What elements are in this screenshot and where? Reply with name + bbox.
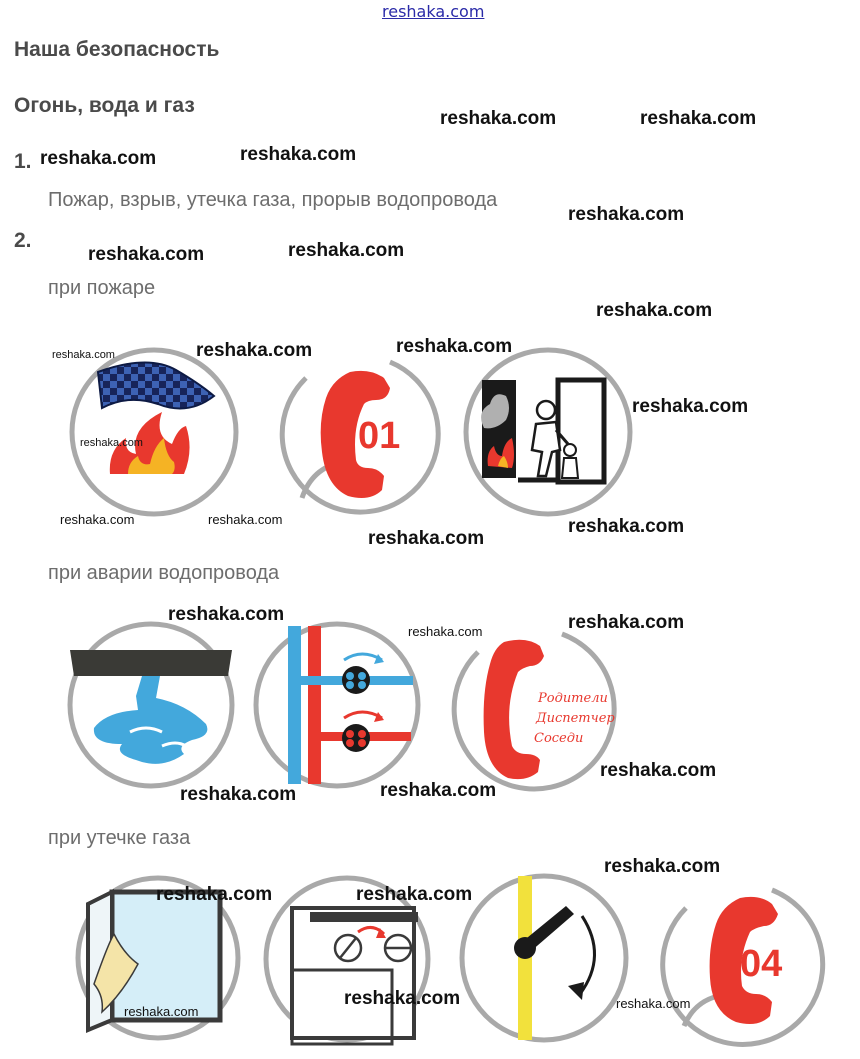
watermark: reshaka.com	[344, 988, 461, 1009]
phone-contacts-icon	[446, 622, 618, 794]
watermark: reshaka.com	[40, 148, 157, 169]
section-fire-label: при пожаре	[48, 277, 156, 299]
close-valves-icon	[252, 620, 422, 790]
phone-01-number: 01	[358, 415, 401, 457]
question-2-number: 2.	[14, 229, 32, 252]
page-subtitle: Огонь, вода и газ	[14, 94, 195, 117]
watermark: reshaka.com	[440, 108, 557, 129]
watermark: reshaka.com	[168, 604, 285, 625]
watermark: reshaka.com	[60, 512, 135, 527]
watermark: reshaka.com	[368, 528, 485, 549]
question-1-number: 1.	[14, 150, 32, 173]
phone-04-icon	[654, 876, 824, 1046]
watermark: reshaka.com	[568, 204, 685, 225]
watermark: reshaka.com	[156, 884, 273, 905]
wet-cloth-fire-icon	[68, 346, 240, 518]
contact-neighbors: Соседи	[534, 731, 584, 746]
gas-valve-icon	[458, 872, 630, 1044]
watermark: reshaka.com	[616, 996, 691, 1011]
watermark: reshaka.com	[600, 760, 717, 781]
water-leak-icon	[66, 620, 236, 790]
watermark: reshaka.com	[408, 624, 483, 639]
watermark: reshaka.com	[604, 856, 721, 877]
phone-01-icon	[272, 348, 440, 516]
watermark: reshaka.com	[52, 349, 115, 361]
site-link[interactable]: reshaka.com	[382, 2, 485, 21]
section-gas-label: при утечке газа	[48, 827, 191, 849]
watermark: reshaka.com	[568, 612, 685, 633]
watermark: reshaka.com	[288, 240, 405, 261]
watermark: reshaka.com	[196, 340, 313, 361]
page-title: Наша безопасность	[14, 38, 220, 61]
watermark: reshaka.com	[632, 396, 749, 417]
watermark: reshaka.com	[240, 144, 357, 165]
watermark: reshaka.com	[208, 512, 283, 527]
section-water-label: при аварии водопровода	[48, 562, 280, 584]
watermark: reshaka.com	[88, 244, 205, 265]
watermark: reshaka.com	[380, 780, 497, 801]
evacuation-icon	[462, 346, 634, 518]
watermark: reshaka.com	[180, 784, 297, 805]
phone-04-number: 04	[740, 943, 783, 985]
contact-parents: Родители	[538, 691, 608, 706]
watermark: reshaka.com	[80, 437, 143, 449]
contact-dispatcher: Диспетчер	[536, 711, 615, 726]
watermark: reshaka.com	[124, 1004, 199, 1019]
watermark: reshaka.com	[356, 884, 473, 905]
question-1-answer: Пожар, взрыв, утечка газа, прорыв водопровода	[48, 189, 498, 211]
watermark: reshaka.com	[568, 516, 685, 537]
watermark: reshaka.com	[640, 108, 757, 129]
watermark: reshaka.com	[396, 336, 513, 357]
watermark: reshaka.com	[596, 300, 713, 321]
